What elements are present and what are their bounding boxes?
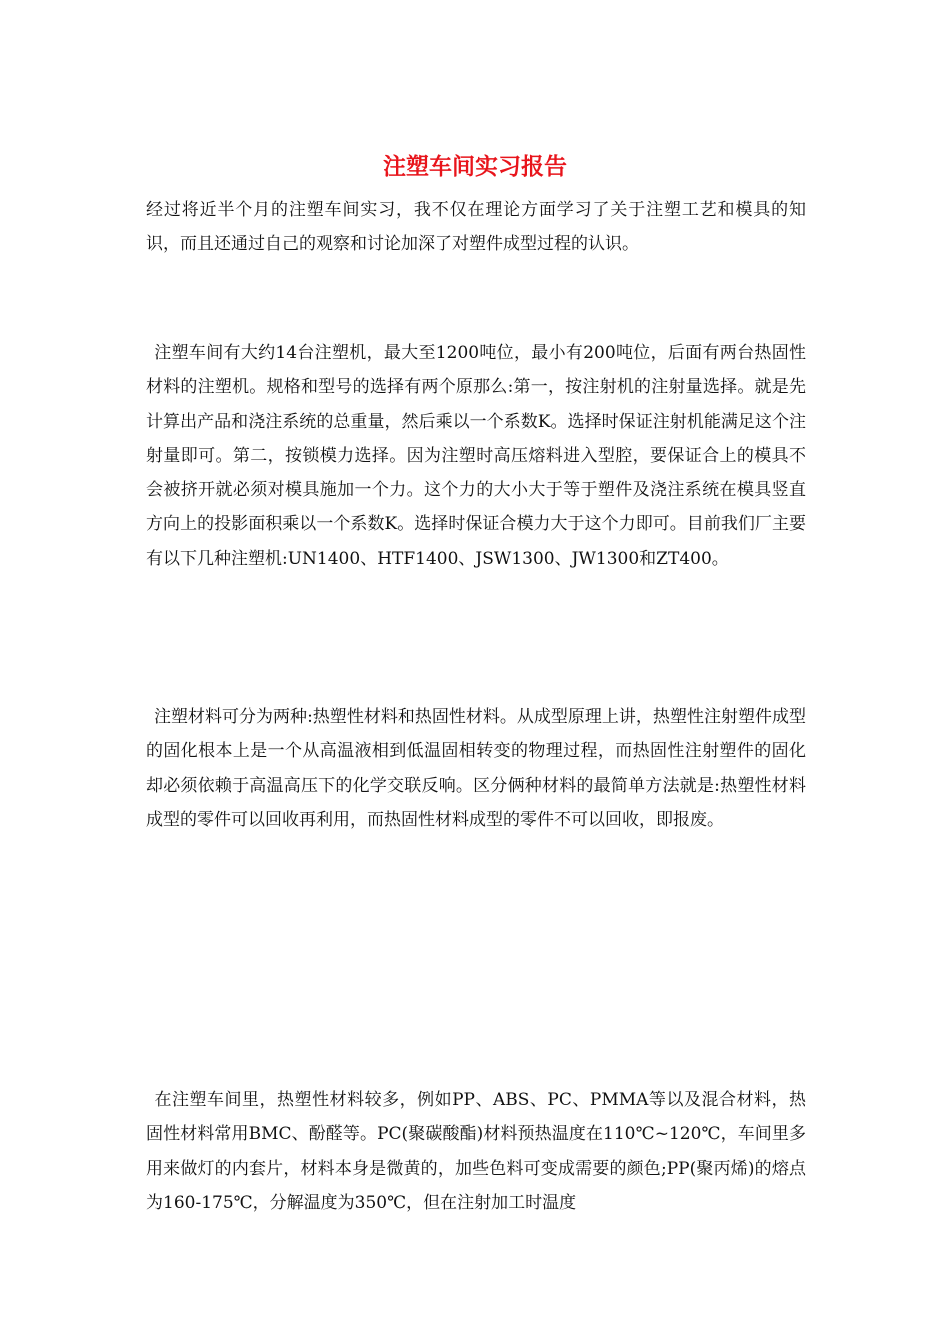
paragraph-materials [146, 700, 806, 837]
paragraph-intro: 经过将近半个月的注塑车间实习，我不仅在理论方面学习了关于注塑工艺和模具的知识，而且还通过自己的观察和讨论加深了对塑件成型过程的认识。 [146, 200, 806, 255]
paragraph-material-examples [146, 1083, 806, 1220]
document-title: 注塑车间实习报告 [383, 154, 567, 180]
paragraph-machines [146, 336, 806, 576]
paragraph-machines-text: 注塑车间有大约14台注塑机，最大至1200吨位，最小有200吨位，后面有两台热固性材料的注塑机。规格和型号的选择有两个原那么:第一，按注射机的注射量选择。就是先计算出产品和浇注系统的总重量，然后乘以一个系数K。选择时保证注射机能满足这个注射量即可。第二，按锁模力选择。因为注塑时高压熔料进入型腔，要保证合上的模具不会被挤开就必须对模具施加一个力。这个力的大小大于等于塑件及浇注系统在模具竖直方向上的投影面积乘以一个系数K。选择时保证合模力大于这个力即可。目前我们厂主要有以下几种注塑机:UN1400、HTF1400、JSW1300、JW1300和ZT400。 [146, 343, 806, 569]
paragraph-materials-text: 注塑材料可分为两种:热塑性材料和热固性材料。从成型原理上讲，热塑性注射塑件成型的固化根本上是一个从高温液相到低温固相转变的物理过程，而热固性注射塑件的固化却必须依赖于高温高压下的化学交联反响。区分俩种材料的最简单方法就是:热塑性材料成型的零件可以回收再利用，而热固性材料成型的零件不可以回收，即报废。 [146, 707, 806, 830]
paragraph-material-examples-text: 在注塑车间里，热塑性材料较多，例如PP、ABS、PC、PMMA等以及混合材料，热固性材料常用BMC、酚醛等。PC(聚碳酸酯)材料预热温度在110℃~120℃，车间里多用来做灯的内套片，材料本身是微黄的，加些色料可变成需要的颜色;PP(聚丙烯)的熔点为160-175℃，分解温度为350℃，但在注射加工时温度 [146, 1090, 806, 1213]
